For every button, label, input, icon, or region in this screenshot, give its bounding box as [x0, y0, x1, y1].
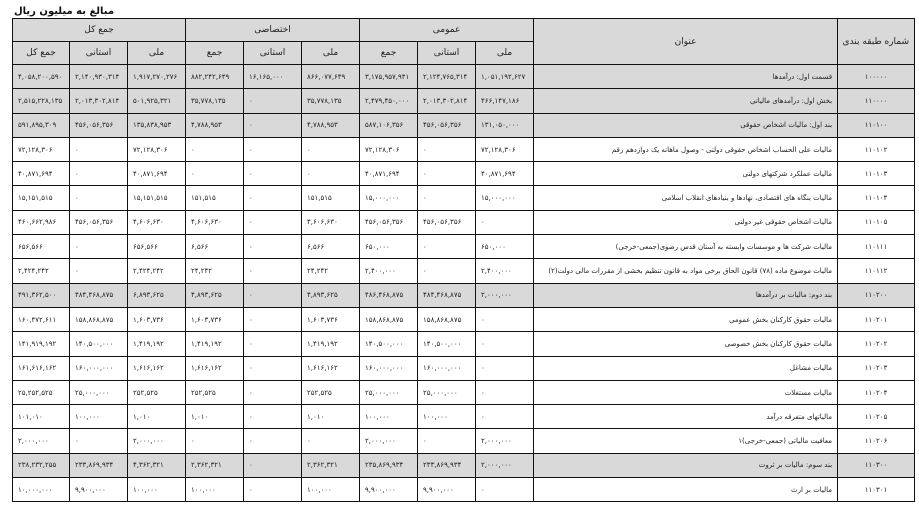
table-row — [13, 453, 915, 477]
cell-total-national: ۲۵۲,۵۲۵ — [128, 380, 186, 404]
cell-title: مالیات شرکت ها و موسسات وابسته به آستان قدس رضوی(جمعی-خرجی) — [534, 235, 838, 259]
cell-general-national: ۱۵,۰۰۰,۰۰۰ — [476, 186, 534, 210]
cell-specific-sum: ۱,۴۱۹,۱۹۲ — [186, 332, 244, 356]
cell-general-national: ۰ — [476, 332, 534, 356]
cell-code: ۱۱۰۱۰۰ — [838, 113, 915, 137]
cell-total-national: ۱,۹۱۷,۲۷۰,۲۷۶ — [128, 65, 186, 89]
cell-general-sum: ۴۰,۸۷۱,۶۹۴ — [360, 162, 418, 186]
cell-title: مالیات مشاغل — [534, 356, 838, 380]
cell-general-sum: ۲۵,۰۰۰,۰۰۰ — [360, 380, 418, 404]
unit-label: مبالغ به میلیون ریال — [14, 6, 115, 17]
table-row — [13, 356, 915, 380]
cell-specific-sum: ۴,۸۹۳,۶۲۵ — [186, 283, 244, 307]
cell-total-provincial: ۰ — [70, 137, 128, 161]
header-general-provincial: استانی — [418, 42, 476, 65]
cell-specific-sum: ۱,۰۱۰ — [186, 405, 244, 429]
cell-specific-provincial: ۱۶,۱۶۵,۰۰۰ — [244, 65, 302, 89]
header-total-sum: جمع کل — [13, 42, 70, 65]
cell-title: قسمت اول: درآمدها — [534, 65, 838, 89]
cell-general-sum: ۹,۹۰۰,۰۰۰ — [360, 478, 418, 502]
cell-total-sum: ۱۰۱,۰۱۰ — [13, 405, 70, 429]
cell-total-sum: ۲۳۸,۲۳۲,۲۵۵ — [13, 453, 70, 477]
cell-general-sum: ۵۸۷,۱۰۶,۳۵۶ — [360, 113, 418, 137]
cell-general-sum: ۱۵,۰۰۰,۰۰۰ — [360, 186, 418, 210]
cell-code: ۱۱۰۱۰۲ — [838, 137, 915, 161]
cell-general-national: ۲,۰۰۰,۰۰۰ — [476, 453, 534, 477]
cell-specific-provincial: ۰ — [244, 478, 302, 502]
cell-specific-provincial: ۰ — [244, 259, 302, 283]
cell-general-sum: ۲,۴۷۹,۴۵۰,۰۰۰ — [360, 89, 418, 113]
cell-total-provincial: ۰ — [70, 429, 128, 453]
cell-code: ۱۱۰۰۰۰ — [838, 89, 915, 113]
cell-specific-national: ۴,۸۹۳,۶۲۵ — [302, 283, 360, 307]
header-group-general: عمومی — [360, 19, 534, 42]
cell-general-provincial: ۲۵,۰۰۰,۰۰۰ — [418, 380, 476, 404]
cell-general-sum: ۲۳۵,۸۶۹,۹۳۴ — [360, 453, 418, 477]
cell-specific-national: ۰ — [302, 429, 360, 453]
cell-total-national: ۶۵۶,۵۶۶ — [128, 235, 186, 259]
cell-specific-sum: ۲۴,۲۴۲ — [186, 259, 244, 283]
cell-general-national: ۲,۰۰۰,۰۰۰ — [476, 283, 534, 307]
cell-total-national: ۱۵,۱۵۱,۵۱۵ — [128, 186, 186, 210]
cell-specific-national: ۲,۳۶۲,۳۲۱ — [302, 453, 360, 477]
header-total-national: ملی — [128, 42, 186, 65]
cell-total-national: ۴,۶۰۶,۶۳۰ — [128, 210, 186, 234]
cell-specific-national: ۸۶۶,۰۷۷,۶۴۹ — [302, 65, 360, 89]
cell-general-national: ۰ — [476, 307, 534, 331]
cell-specific-sum: ۲,۳۶۲,۳۲۱ — [186, 453, 244, 477]
cell-title: مالیات عملکرد شرکتهای دولتی — [534, 162, 838, 186]
header-title: عنوان — [534, 19, 838, 65]
cell-total-sum: ۱۶۱,۶۱۶,۱۶۲ — [13, 356, 70, 380]
cell-specific-sum: ۰ — [186, 162, 244, 186]
cell-total-national: ۲,۰۰۰,۰۰۰ — [128, 429, 186, 453]
table-row — [13, 307, 915, 331]
cell-specific-national: ۳۵,۷۷۸,۱۳۵ — [302, 89, 360, 113]
cell-total-sum: ۴۶۰,۶۶۲,۹۸۶ — [13, 210, 70, 234]
header-row-groups — [13, 19, 915, 42]
cell-specific-sum: ۸۸۲,۲۴۲,۶۴۹ — [186, 65, 244, 89]
cell-total-sum: ۱۶۰,۴۷۲,۶۱۱ — [13, 307, 70, 331]
cell-general-national: ۱۳۱,۰۵۰,۰۰۰ — [476, 113, 534, 137]
cell-total-provincial: ۰ — [70, 235, 128, 259]
header-group-total: جمع کل — [13, 19, 186, 42]
cell-total-national: ۶,۸۹۳,۶۲۵ — [128, 283, 186, 307]
cell-total-provincial: ۲,۱۴۰,۹۳۰,۳۱۴ — [70, 65, 128, 89]
cell-general-national: ۰ — [476, 356, 534, 380]
cell-title: مالیات علی الحساب اشخاص حقوقی دولتی - وصول ماهانه یک دوازدهم رقم — [534, 137, 838, 161]
cell-specific-provincial: ۰ — [244, 380, 302, 404]
cell-general-sum: ۲,۰۰۰,۰۰۰ — [360, 429, 418, 453]
cell-total-national: ۱۳۵,۸۳۸,۹۵۳ — [128, 113, 186, 137]
cell-total-provincial: ۴۵۶,۰۵۶,۳۵۶ — [70, 210, 128, 234]
cell-title: مالیات حقوق کارکنان بخش خصوصی — [534, 332, 838, 356]
cell-general-sum: ۶۵۰,۰۰۰ — [360, 235, 418, 259]
cell-title: معافیت مالیاتی (جمعی-خرجی)۱ — [534, 429, 838, 453]
cell-general-provincial: ۴۵۶,۰۵۶,۳۵۶ — [418, 113, 476, 137]
cell-code: ۱۱۰۲۰۰ — [838, 283, 915, 307]
cell-total-sum: ۶۵۶,۵۶۶ — [13, 235, 70, 259]
cell-total-provincial: ۰ — [70, 162, 128, 186]
cell-specific-national: ۴,۷۸۸,۹۵۳ — [302, 113, 360, 137]
cell-general-national: ۰ — [476, 405, 534, 429]
table-row — [13, 210, 915, 234]
header-group-specific: اختصاصی — [186, 19, 360, 42]
cell-general-provincial: ۱۰۰,۰۰۰ — [418, 405, 476, 429]
cell-general-provincial: ۰ — [418, 186, 476, 210]
cell-specific-provincial: ۰ — [244, 429, 302, 453]
cell-specific-sum: ۱,۶۱۶,۱۶۲ — [186, 356, 244, 380]
cell-code: ۱۱۰۱۰۳ — [838, 162, 915, 186]
cell-total-national: ۱,۰۱۰ — [128, 405, 186, 429]
cell-total-sum: ۴۰,۸۷۱,۶۹۴ — [13, 162, 70, 186]
cell-title: مالیات حقوق کارکنان بخش عمومی — [534, 307, 838, 331]
header-specific-sum: جمع — [186, 42, 244, 65]
cell-general-provincial: ۹,۹۰۰,۰۰۰ — [418, 478, 476, 502]
cell-total-provincial: ۲,۰۱۳,۳۰۲,۸۱۴ — [70, 89, 128, 113]
cell-total-national: ۱,۴۱۹,۱۹۲ — [128, 332, 186, 356]
cell-specific-sum: ۶,۵۶۶ — [186, 235, 244, 259]
cell-total-provincial: ۴۸۴,۴۶۸,۸۷۵ — [70, 283, 128, 307]
cell-specific-provincial: ۰ — [244, 186, 302, 210]
cell-total-provincial: ۲۵,۰۰۰,۰۰۰ — [70, 380, 128, 404]
cell-specific-provincial: ۰ — [244, 113, 302, 137]
cell-general-sum: ۱۰۰,۰۰۰ — [360, 405, 418, 429]
cell-title: بند دوم: مالیات بر درآمدها — [534, 283, 838, 307]
cell-general-provincial: ۱۵۸,۸۶۸,۸۷۵ — [418, 307, 476, 331]
cell-general-national: ۴۰,۸۷۱,۶۹۴ — [476, 162, 534, 186]
cell-total-provincial: ۱۶۰,۰۰۰,۰۰۰ — [70, 356, 128, 380]
table-row — [13, 137, 915, 161]
cell-specific-provincial: ۰ — [244, 235, 302, 259]
cell-code: ۱۱۰۲۰۱ — [838, 307, 915, 331]
cell-code: ۱۱۰۲۰۶ — [838, 429, 915, 453]
cell-total-national: ۲,۴۲۴,۲۴۲ — [128, 259, 186, 283]
cell-general-provincial: ۱۶۰,۰۰۰,۰۰۰ — [418, 356, 476, 380]
budget-table — [12, 18, 915, 502]
cell-title: مالیات بنگاه های اقتصادی، نهادها و بنیادهای انقلاب اسلامی — [534, 186, 838, 210]
cell-specific-provincial: ۰ — [244, 89, 302, 113]
cell-code: ۱۱۰۳۰۱ — [838, 478, 915, 502]
cell-general-provincial: ۰ — [418, 259, 476, 283]
cell-specific-national: ۱,۶۱۶,۱۶۲ — [302, 356, 360, 380]
cell-general-provincial: ۴۸۴,۴۶۸,۸۷۵ — [418, 283, 476, 307]
header-specific-national: ملی — [302, 42, 360, 65]
header-code: شماره طبقه بندی — [838, 19, 915, 65]
cell-total-sum: ۱۵,۱۵۱,۵۱۵ — [13, 186, 70, 210]
header-total-provincial: استانی — [70, 42, 128, 65]
cell-title: مالیات بر ارث — [534, 478, 838, 502]
cell-general-national: ۲,۴۰۰,۰۰۰ — [476, 259, 534, 283]
table-row — [13, 186, 915, 210]
cell-specific-sum: ۱۵۱,۵۱۵ — [186, 186, 244, 210]
cell-general-provincial: ۰ — [418, 137, 476, 161]
cell-general-provincial: ۴۵۶,۰۵۶,۳۵۶ — [418, 210, 476, 234]
cell-specific-provincial: ۰ — [244, 210, 302, 234]
cell-general-sum: ۳,۱۷۵,۹۵۷,۹۴۱ — [360, 65, 418, 89]
cell-general-national: ۰ — [476, 478, 534, 502]
cell-specific-provincial: ۰ — [244, 332, 302, 356]
cell-specific-provincial: ۰ — [244, 453, 302, 477]
cell-total-national: ۱,۶۱۶,۱۶۲ — [128, 356, 186, 380]
cell-title: مالیات موضوع ماده (۷۸) قانون الحاق برخی مواد به قانون تنظیم بخشی از مقررات مالی دولت(۲) — [534, 259, 838, 283]
cell-general-sum: ۷۲,۱۲۸,۳۰۶ — [360, 137, 418, 161]
cell-specific-sum: ۴,۶۰۶,۶۳۰ — [186, 210, 244, 234]
cell-general-sum: ۴۵۶,۰۵۶,۳۵۶ — [360, 210, 418, 234]
table-row — [13, 429, 915, 453]
cell-total-sum: ۲,۵۱۵,۲۲۸,۱۳۵ — [13, 89, 70, 113]
table-row — [13, 113, 915, 137]
cell-specific-national: ۰ — [302, 137, 360, 161]
header-general-national: ملی — [476, 42, 534, 65]
cell-total-sum: ۱۴۱,۹۱۹,۱۹۲ — [13, 332, 70, 356]
cell-total-sum: ۲,۴۲۴,۲۴۲ — [13, 259, 70, 283]
cell-total-national: ۴۰,۸۷۱,۶۹۴ — [128, 162, 186, 186]
cell-total-sum: ۱۰,۰۰۰,۰۰۰ — [13, 478, 70, 502]
cell-code: ۱۰۰۰۰۰ — [838, 65, 915, 89]
cell-code: ۱۱۰۳۰۰ — [838, 453, 915, 477]
cell-total-provincial: ۱۰۰,۰۰۰ — [70, 405, 128, 429]
table-row — [13, 332, 915, 356]
cell-title: بند سوم: مالیات بر ثروت — [534, 453, 838, 477]
cell-specific-provincial: ۰ — [244, 405, 302, 429]
cell-total-sum: ۷۲,۱۲۸,۳۰۶ — [13, 137, 70, 161]
table-row — [13, 162, 915, 186]
cell-title: مالیات مستغلات — [534, 380, 838, 404]
cell-specific-sum: ۳۵,۷۷۸,۱۳۵ — [186, 89, 244, 113]
cell-specific-national: ۲۴,۲۴۲ — [302, 259, 360, 283]
cell-general-provincial: ۰ — [418, 429, 476, 453]
cell-specific-provincial: ۰ — [244, 137, 302, 161]
table-row — [13, 380, 915, 404]
cell-general-sum: ۱۶۰,۰۰۰,۰۰۰ — [360, 356, 418, 380]
cell-specific-national: ۱,۰۱۰ — [302, 405, 360, 429]
cell-general-provincial: ۰ — [418, 162, 476, 186]
cell-specific-provincial: ۰ — [244, 356, 302, 380]
cell-code: ۱۱۰۲۰۳ — [838, 356, 915, 380]
cell-total-national: ۱۰۰,۰۰۰ — [128, 478, 186, 502]
cell-general-provincial: ۰ — [418, 235, 476, 259]
cell-total-sum: ۴۹۱,۳۶۲,۵۰۰ — [13, 283, 70, 307]
cell-general-national: ۰ — [476, 380, 534, 404]
cell-code: ۱۱۰۲۰۲ — [838, 332, 915, 356]
cell-total-sum: ۲,۰۰۰,۰۰۰ — [13, 429, 70, 453]
cell-title: بند اول: مالیات اشخاص حقوقی — [534, 113, 838, 137]
cell-code: ۱۱۰۲۰۴ — [838, 380, 915, 404]
cell-general-provincial: ۲۳۳,۸۶۹,۹۳۴ — [418, 453, 476, 477]
cell-specific-national: ۶,۵۶۶ — [302, 235, 360, 259]
cell-general-national: ۲,۰۰۰,۰۰۰ — [476, 429, 534, 453]
cell-specific-provincial: ۰ — [244, 307, 302, 331]
cell-specific-national: ۱۰۰,۰۰۰ — [302, 478, 360, 502]
cell-specific-provincial: ۰ — [244, 283, 302, 307]
cell-title: مالیات اشخاص حقوقی غیر دولتی — [534, 210, 838, 234]
cell-general-national: ۰ — [476, 210, 534, 234]
cell-total-provincial: ۴۵۶,۰۵۶,۳۵۶ — [70, 113, 128, 137]
cell-general-provincial: ۲,۱۲۴,۷۶۵,۳۱۴ — [418, 65, 476, 89]
cell-specific-national: ۰ — [302, 162, 360, 186]
cell-title: مالیاتهای متفرقه درآمد — [534, 405, 838, 429]
cell-code: ۱۱۰۱۱۱ — [838, 235, 915, 259]
cell-general-provincial: ۱۴۰,۵۰۰,۰۰۰ — [418, 332, 476, 356]
cell-total-provincial: ۰ — [70, 186, 128, 210]
cell-specific-national: ۲۵۲,۵۲۵ — [302, 380, 360, 404]
cell-specific-sum: ۱,۶۰۳,۷۳۶ — [186, 307, 244, 331]
header-general-sum: جمع — [360, 42, 418, 65]
cell-total-sum: ۵۹۱,۸۹۵,۳۰۹ — [13, 113, 70, 137]
cell-general-national: ۴۶۶,۱۴۷,۱۸۶ — [476, 89, 534, 113]
header-specific-provincial: استانی — [244, 42, 302, 65]
table-row — [13, 235, 915, 259]
cell-general-sum: ۴۸۶,۴۶۸,۸۷۵ — [360, 283, 418, 307]
cell-title: بخش اول: درآمدهای مالیاتی — [534, 89, 838, 113]
table-body — [13, 65, 915, 502]
cell-specific-sum: ۰ — [186, 137, 244, 161]
cell-total-national: ۵۰۱,۹۲۵,۳۲۱ — [128, 89, 186, 113]
table-row — [13, 259, 915, 283]
cell-specific-sum: ۴,۷۸۸,۹۵۳ — [186, 113, 244, 137]
cell-specific-sum: ۰ — [186, 429, 244, 453]
cell-total-provincial: ۱۴۰,۵۰۰,۰۰۰ — [70, 332, 128, 356]
table-row — [13, 89, 915, 113]
cell-general-sum: ۲,۴۰۰,۰۰۰ — [360, 259, 418, 283]
cell-total-sum: ۲۵,۲۵۲,۵۲۵ — [13, 380, 70, 404]
cell-total-national: ۱,۶۰۳,۷۳۶ — [128, 307, 186, 331]
cell-code: ۱۱۰۱۰۴ — [838, 186, 915, 210]
cell-general-provincial: ۲,۰۱۳,۳۰۲,۸۱۴ — [418, 89, 476, 113]
table-row — [13, 65, 915, 89]
cell-general-sum: ۱۴۰,۵۰۰,۰۰۰ — [360, 332, 418, 356]
cell-specific-sum: ۱۰۰,۰۰۰ — [186, 478, 244, 502]
cell-specific-national: ۱,۶۰۳,۷۳۶ — [302, 307, 360, 331]
cell-total-provincial: ۰ — [70, 259, 128, 283]
cell-code: ۱۱۰۲۰۵ — [838, 405, 915, 429]
table-row — [13, 405, 915, 429]
cell-general-national: ۱,۰۵۱,۱۹۲,۶۲۷ — [476, 65, 534, 89]
cell-specific-sum: ۲۵۲,۵۲۵ — [186, 380, 244, 404]
cell-specific-provincial: ۰ — [244, 162, 302, 186]
cell-total-provincial: ۹,۹۰۰,۰۰۰ — [70, 478, 128, 502]
cell-code: ۱۱۰۱۱۲ — [838, 259, 915, 283]
cell-code: ۱۱۰۱۰۵ — [838, 210, 915, 234]
cell-total-sum: ۴,۰۵۸,۲۰۰,۵۹۰ — [13, 65, 70, 89]
cell-general-national: ۷۲,۱۲۸,۳۰۶ — [476, 137, 534, 161]
cell-general-national: ۶۵۰,۰۰۰ — [476, 235, 534, 259]
cell-total-provincial: ۲۳۳,۸۶۹,۹۳۴ — [70, 453, 128, 477]
table-row — [13, 478, 915, 502]
table-row — [13, 283, 915, 307]
cell-total-national: ۴,۳۶۲,۳۲۱ — [128, 453, 186, 477]
cell-specific-national: ۴,۶۰۶,۶۳۰ — [302, 210, 360, 234]
cell-specific-national: ۱۵۱,۵۱۵ — [302, 186, 360, 210]
cell-total-national: ۷۲,۱۲۸,۳۰۶ — [128, 137, 186, 161]
cell-general-sum: ۱۵۸,۸۶۸,۸۷۵ — [360, 307, 418, 331]
cell-total-provincial: ۱۵۸,۸۶۸,۸۷۵ — [70, 307, 128, 331]
cell-specific-national: ۱,۴۱۹,۱۹۲ — [302, 332, 360, 356]
